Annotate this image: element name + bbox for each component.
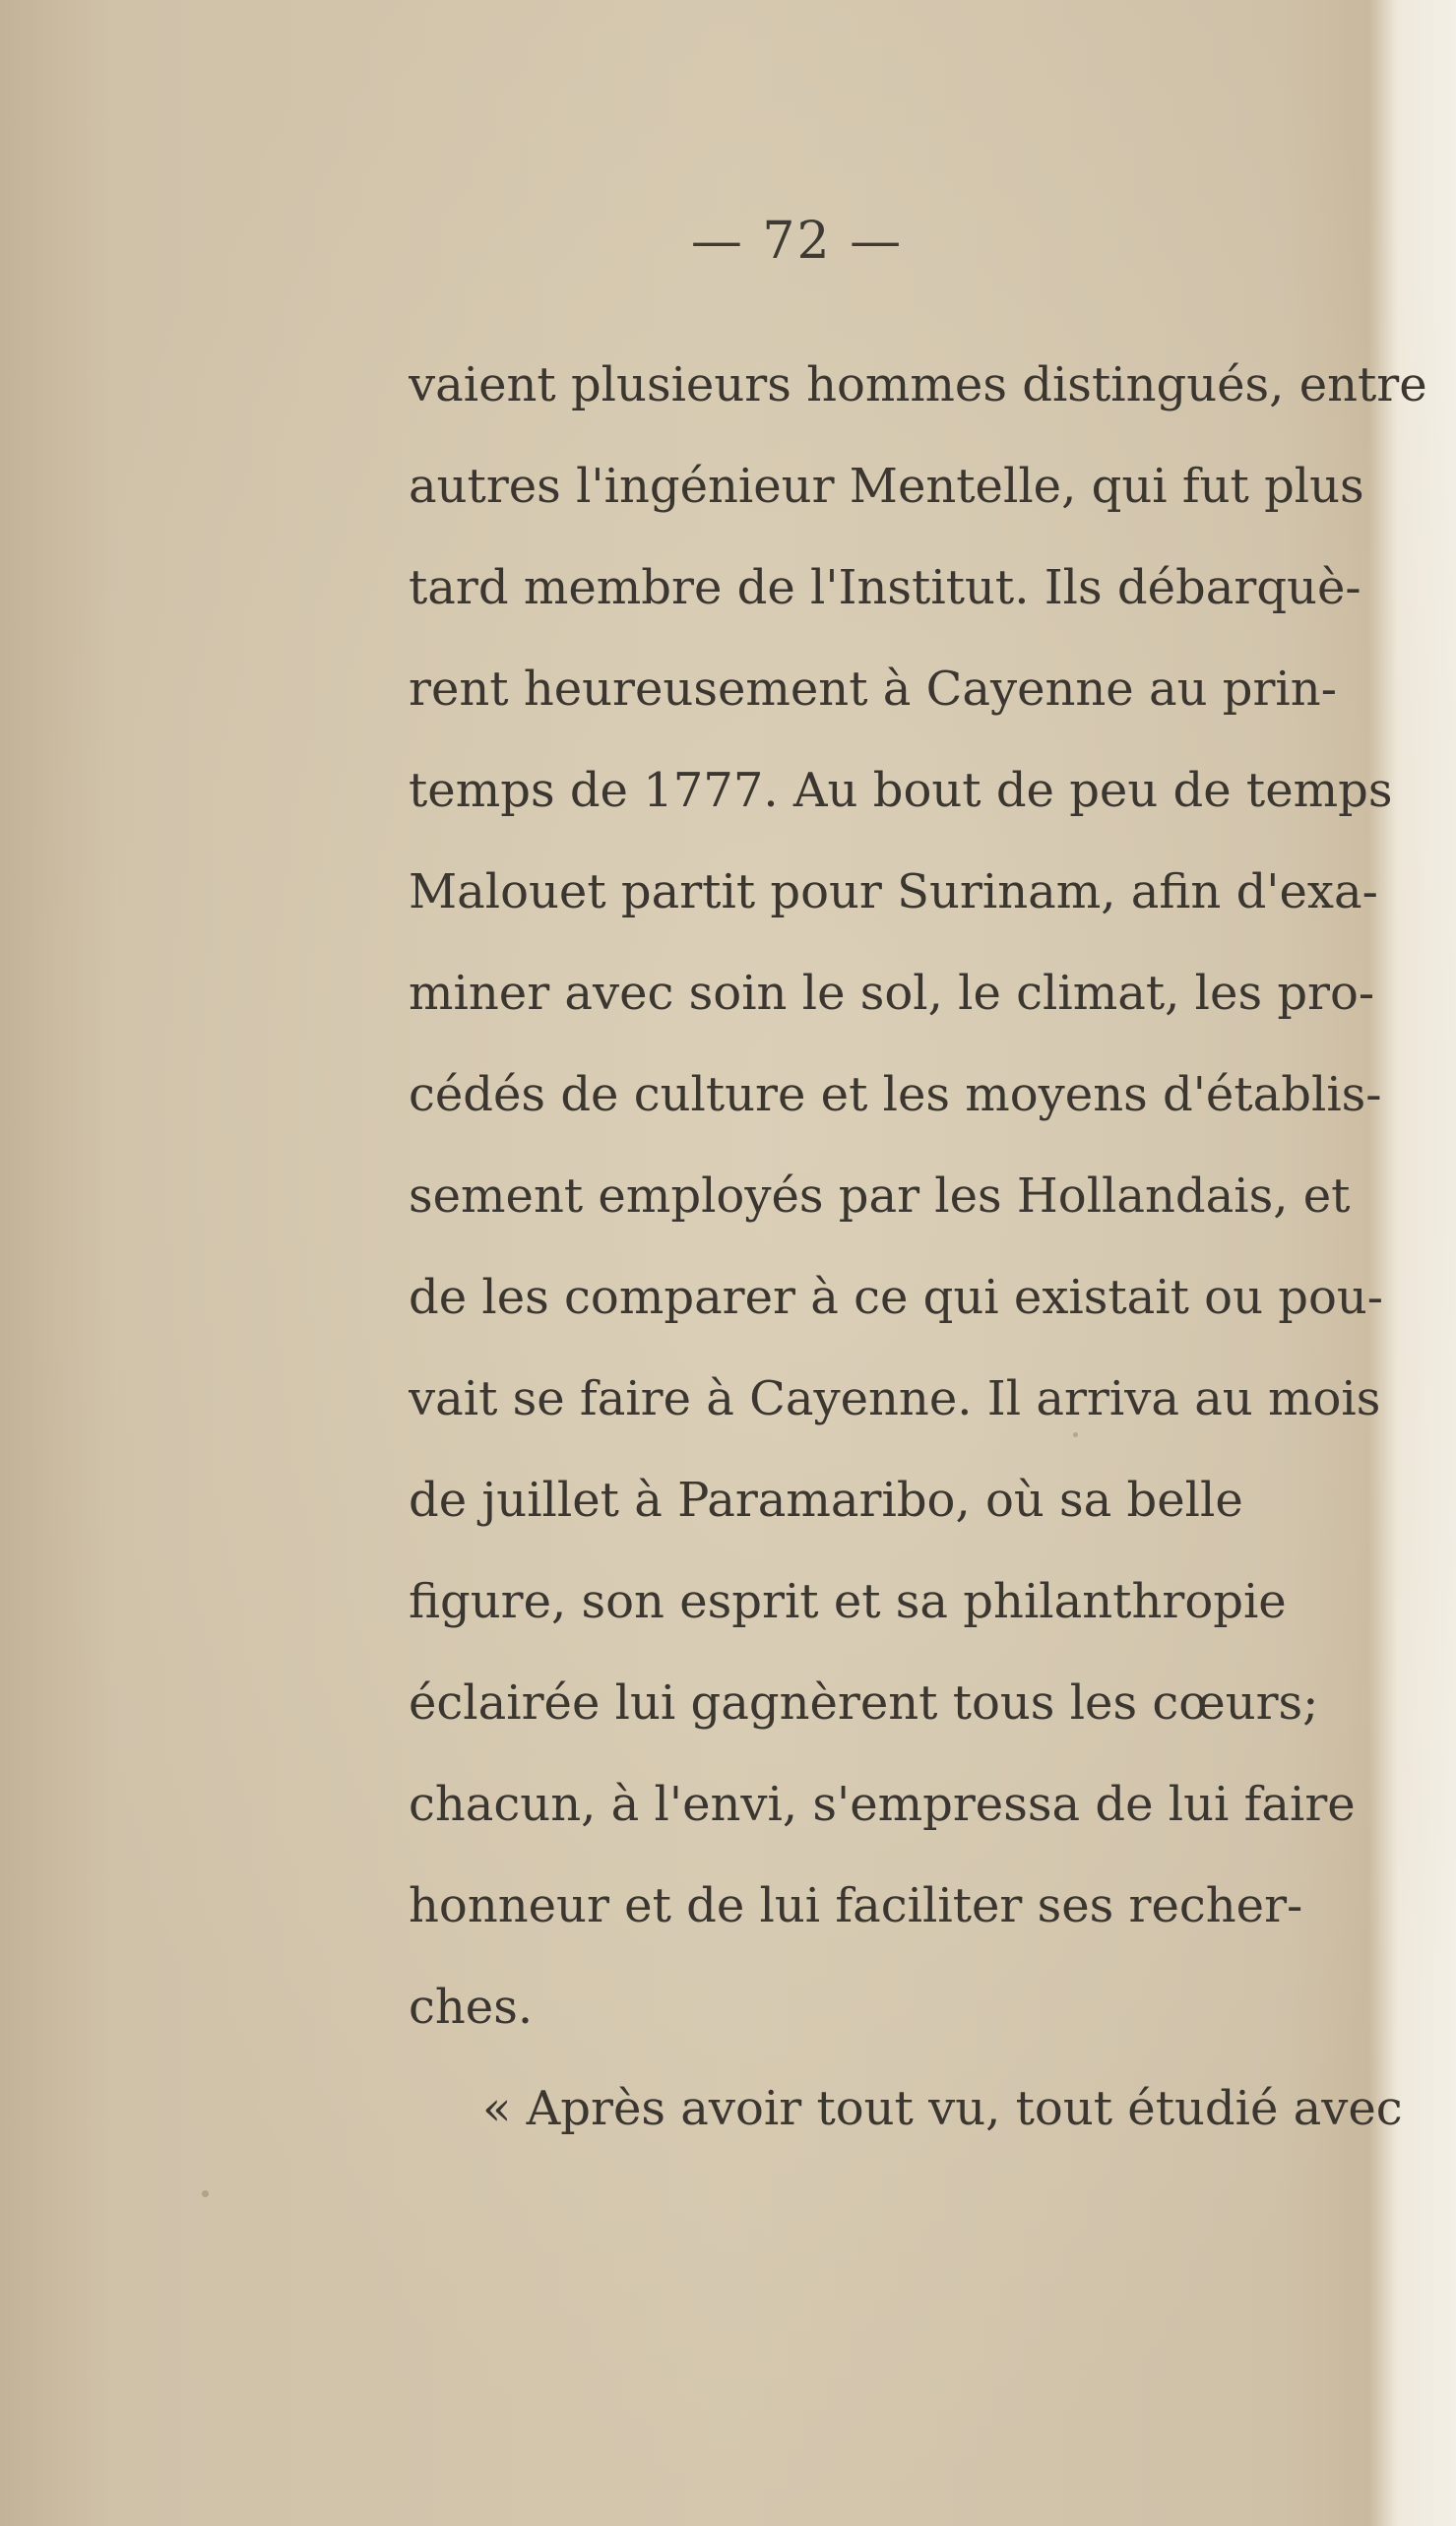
text-line: Malouet partit pour Surinam, afin d'exa- xyxy=(409,864,1378,919)
text-line: vaient plusieurs hommes distingués, entre xyxy=(409,357,1427,412)
text-line: cédés de culture et les moyens d'établis- xyxy=(409,1067,1382,1122)
foxing-spot xyxy=(202,2190,209,2197)
text-line: temps de 1777. Au bout de peu de temps xyxy=(409,763,1393,818)
text-line: chacun, à l'envi, s'empressa de lui faire xyxy=(409,1777,1356,1832)
text-line: éclairée lui gagnèrent tous les cœurs; xyxy=(409,1675,1319,1731)
text-line: ches. xyxy=(409,1980,534,2035)
body-text xyxy=(409,335,1442,2160)
text-line: « Après avoir tout vu, tout étudié avec xyxy=(482,2081,1403,2136)
text-line: vait se faire à Cayenne. Il arriva au mois xyxy=(409,1371,1381,1426)
page-number: — 72 — xyxy=(690,212,904,271)
text-line: honneur et de lui faciliter ses recher- xyxy=(409,1878,1303,1933)
text-line: autres l'ingénieur Mentelle, qui fut plus xyxy=(409,459,1364,514)
text-line: figure, son esprit et sa philanthropie xyxy=(409,1574,1287,1629)
text-line: de les comparer à ce qui existait ou pou- xyxy=(409,1270,1383,1325)
text-line: sement employés par les Hollandais, et xyxy=(409,1168,1351,1224)
text-line: miner avec soin le sol, le climat, les pro- xyxy=(409,966,1375,1021)
text-line: tard membre de l'Institut. Ils débarquè- xyxy=(409,560,1361,615)
text-line: de juillet à Paramaribo, où sa belle xyxy=(409,1473,1243,1528)
text-line: rent heureusement à Cayenne au prin- xyxy=(409,662,1337,717)
